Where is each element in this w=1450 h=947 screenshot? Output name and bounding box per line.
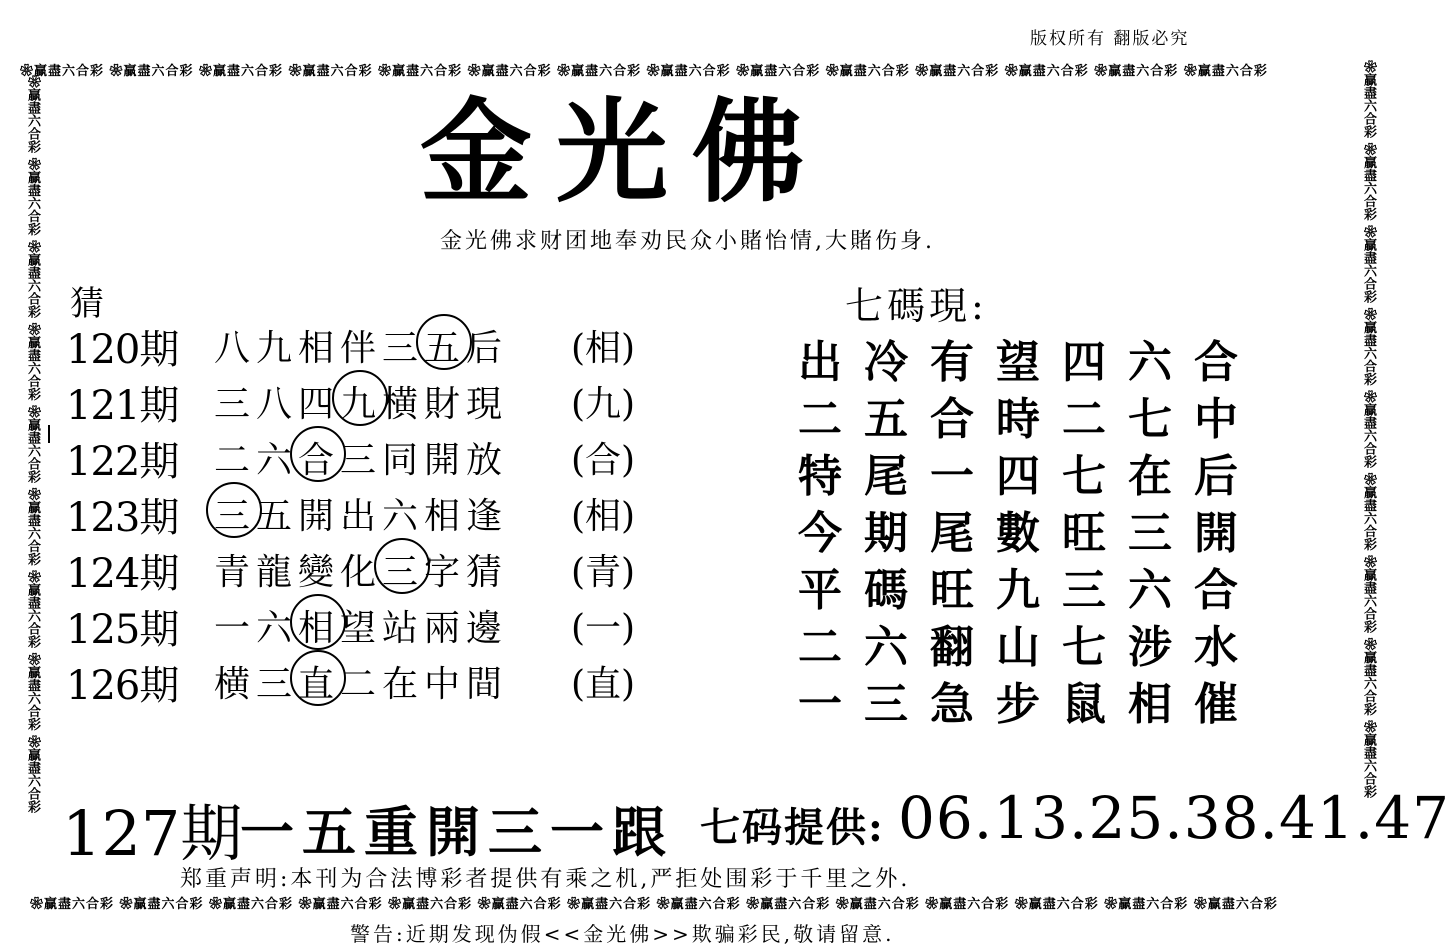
issue-number: 125期 xyxy=(66,607,179,653)
current-issue-text: 一五重開三一跟 xyxy=(240,800,674,864)
seven-numbers: 06.13.25.38.41.47 xyxy=(898,784,1450,852)
issue-number: 120期 xyxy=(66,327,179,373)
poem-line: 二五合時二七中 xyxy=(798,394,1260,445)
answer-circle xyxy=(374,538,430,594)
answer-circle xyxy=(290,426,346,482)
issue-row xyxy=(66,598,666,652)
issue-answer: (青) xyxy=(571,552,636,593)
poem-line: 今期尾數旺三開 xyxy=(798,508,1260,559)
issue-answer: (相) xyxy=(571,328,636,369)
issue-row xyxy=(66,430,666,484)
decorative-border-bottom: ❀贏盡六合彩 ❀贏盡六合彩 ❀贏盡六合彩 ❀贏盡六合彩 ❀贏盡六合彩 ❀贏盡六合彩 ❀贏盡六合彩 ❀贏盡六合彩 ❀贏盡六合彩 ❀贏盡六合彩 ❀贏盡六合彩 ❀贏盡六合彩 ❀贏盡六合彩 ❀贏盡六合彩 xyxy=(30,897,1278,912)
issue-row xyxy=(66,318,666,372)
issue-answer: (合) xyxy=(571,440,636,481)
issue-number: 122期 xyxy=(66,439,179,485)
page-title: 金光佛 xyxy=(420,87,828,218)
decorative-border-left: ❀贏盡六合彩 ❀贏盡六合彩 ❀贏盡六合彩 ❀贏盡六合彩 ❀贏盡六合彩 ❀贏盡六合彩 ❀贏盡六合彩 ❀贏盡六合彩 ❀贏盡六合彩 xyxy=(25,75,40,814)
issue-row xyxy=(66,542,666,596)
answer-circle xyxy=(290,650,346,706)
issue-answer: (一) xyxy=(571,608,636,649)
issue-row xyxy=(66,654,666,708)
poem-line: 出冷有望四六合 xyxy=(798,337,1260,388)
answer-circle xyxy=(290,594,346,650)
issue-answer: (九) xyxy=(571,384,636,425)
statement: 郑重声明:本刊为合法博彩者提供有乘之机,严拒处围彩于千里之外. xyxy=(180,867,911,892)
issue-row xyxy=(66,486,666,540)
issue-number: 121期 xyxy=(66,383,179,429)
issue-number: 126期 xyxy=(66,663,179,709)
guess-label: 猜 xyxy=(70,284,104,324)
issue-number: 123期 xyxy=(66,495,179,541)
issue-answer: (直) xyxy=(571,664,636,705)
poem-line: 二六翻山七涉水 xyxy=(798,622,1260,673)
issue-riddle: 二六合三同開放 xyxy=(214,440,509,481)
answer-circle xyxy=(206,482,262,538)
issue-riddle: 三五開出六相逢 xyxy=(214,496,509,537)
current-issue-number: 127期 xyxy=(62,797,243,870)
seven-code-label: 七碼現: xyxy=(845,284,988,328)
issue-row xyxy=(66,374,666,428)
margin-mark xyxy=(48,425,50,443)
issue-riddle: 八九相伴三五后 xyxy=(214,328,509,369)
decorative-border-top: ❀贏盡六合彩 ❀贏盡六合彩 ❀贏盡六合彩 ❀贏盡六合彩 ❀贏盡六合彩 ❀贏盡六合彩 ❀贏盡六合彩 ❀贏盡六合彩 ❀贏盡六合彩 ❀贏盡六合彩 ❀贏盡六合彩 ❀贏盡六合彩 ❀贏盡六合彩 ❀贏盡六合彩 xyxy=(20,64,1268,79)
issue-riddle: 三八四九横財現 xyxy=(214,384,509,425)
seven-provide-label: 七码提供: xyxy=(700,804,885,851)
issue-answer: (相) xyxy=(571,496,636,537)
poem-line: 特尾一四七在后 xyxy=(798,451,1260,502)
issue-riddle: 一六相望站兩邊 xyxy=(214,608,509,649)
issue-riddle: 横三直二在中間 xyxy=(214,664,509,705)
warning: 警告:近期发现伪假<<金光佛>>欺骗彩民,敬请留意. xyxy=(350,922,895,946)
answer-circle xyxy=(332,370,388,426)
issue-number: 124期 xyxy=(66,551,179,597)
poem-line: 平碼旺九三六合 xyxy=(798,565,1260,616)
subtitle: 金光佛求财团地奉劝民众小賭怡情,大賭伤身. xyxy=(440,229,935,254)
decorative-border-right: ❀贏盡六合彩 ❀贏盡六合彩 ❀贏盡六合彩 ❀贏盡六合彩 ❀贏盡六合彩 ❀贏盡六合彩 ❀贏盡六合彩 ❀贏盡六合彩 ❀贏盡六合彩 xyxy=(1361,60,1376,799)
copyright-notice: 版权所有 翻版必究 xyxy=(1030,29,1190,49)
issue-riddle: 青龍變化三字猜 xyxy=(214,552,509,593)
poem-line: 一三急步鼠相催 xyxy=(798,679,1260,730)
answer-circle xyxy=(416,314,472,370)
